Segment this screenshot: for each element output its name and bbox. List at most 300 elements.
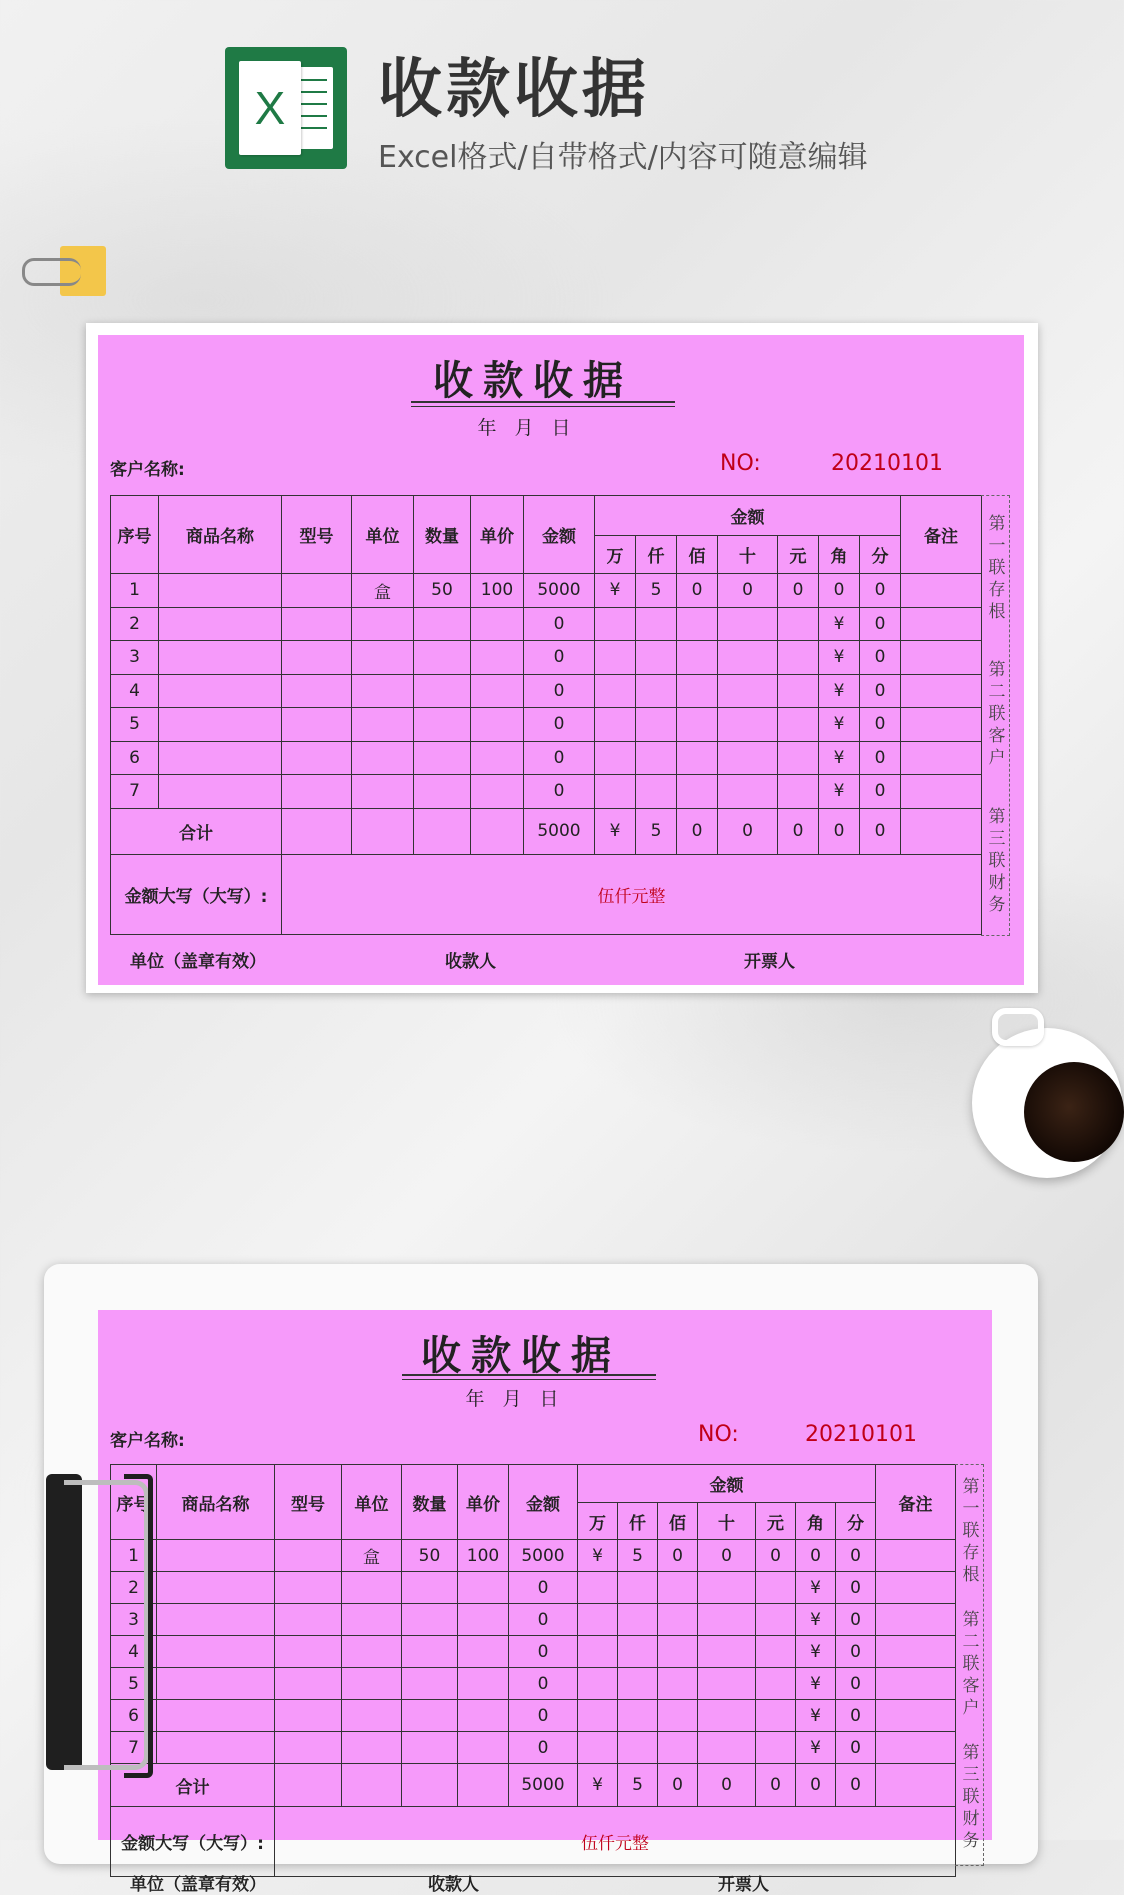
cell-digit [718, 708, 778, 742]
cell-digit: 0 [677, 574, 718, 608]
cell-model [282, 775, 352, 809]
cell-seq: 6 [111, 741, 159, 775]
cell-digit: 0 [836, 1700, 876, 1732]
cell-digit [718, 641, 778, 675]
copy-label: 第三联财务 [958, 1743, 979, 1854]
cell-qty [402, 1668, 458, 1700]
col-header-price: 单价 [471, 496, 524, 574]
digit-header: 十 [698, 1503, 756, 1540]
cell-seq: 5 [111, 1668, 157, 1700]
cell-unit [342, 1604, 402, 1636]
digit-header: 佰 [658, 1503, 698, 1540]
cell-unit [352, 708, 414, 742]
digit-header: 元 [756, 1503, 796, 1540]
cell-digit [698, 1732, 756, 1764]
cell-digit: 0 [796, 1540, 836, 1572]
cell-price [458, 1572, 509, 1604]
cell-digit [677, 674, 718, 708]
table-row [111, 741, 982, 775]
cell-amount: 5000 [509, 1540, 578, 1572]
table-cell [458, 1764, 509, 1807]
cell-unit [342, 1668, 402, 1700]
cell-digit [578, 1572, 618, 1604]
table-cell [414, 808, 471, 854]
total-digit: 0 [658, 1764, 698, 1807]
footer-unit-label: 单位（盖章有效） [130, 1875, 266, 1895]
cell-name [157, 1668, 275, 1700]
cell-digit [658, 1732, 698, 1764]
cell-digit: ¥ [819, 775, 860, 809]
cell-digit [658, 1636, 698, 1668]
cell-note [876, 1700, 956, 1732]
cell-digit [636, 607, 677, 641]
copies-sidebar [981, 495, 1010, 936]
cell-digit [578, 1668, 618, 1700]
table-row [111, 1668, 956, 1700]
cell-digit: 0 [819, 574, 860, 608]
cell-digit [756, 1700, 796, 1732]
cell-digit [677, 775, 718, 809]
col-header-name: 商品名称 [159, 496, 282, 574]
cell-qty [414, 674, 471, 708]
cell-name [159, 708, 282, 742]
customer-name-label: 客户名称: [110, 460, 185, 480]
header-row-1 [111, 1465, 956, 1503]
cell-amount: 0 [509, 1636, 578, 1668]
total-digit: 0 [677, 808, 718, 854]
cell-seq: 4 [111, 1636, 157, 1668]
col-header-seq: 序号 [111, 1465, 157, 1540]
digit-header: 元 [778, 536, 819, 574]
cell-note [901, 741, 982, 775]
cell-digit [578, 1636, 618, 1668]
footer-payee-label: 收款人 [428, 1875, 479, 1895]
cell-qty [402, 1636, 458, 1668]
cell-digit [636, 708, 677, 742]
copies-sidebar [955, 1464, 984, 1866]
cell-digit: 0 [860, 741, 901, 775]
cell-digit: 0 [860, 708, 901, 742]
cell-seq: 2 [111, 1572, 157, 1604]
cell-digit [658, 1700, 698, 1732]
cell-seq: 7 [111, 1732, 157, 1764]
col-header-price: 单价 [458, 1465, 509, 1540]
total-amount: 5000 [524, 808, 595, 854]
cell-digit [778, 674, 819, 708]
cell-digit: 0 [836, 1540, 876, 1572]
cell-amount: 0 [509, 1572, 578, 1604]
excel-logo-icon [225, 47, 347, 169]
cell-digit [578, 1732, 618, 1764]
cell-unit: 盒 [342, 1540, 402, 1572]
cell-digit: 0 [836, 1604, 876, 1636]
cell-digit: 0 [860, 607, 901, 641]
cell-digit [778, 641, 819, 675]
footer-issuer-label: 开票人 [744, 952, 795, 972]
cell-digit: 0 [836, 1636, 876, 1668]
cell-digit: ¥ [796, 1668, 836, 1700]
cell-note [901, 674, 982, 708]
cell-model [275, 1732, 342, 1764]
digit-header: 佰 [677, 536, 718, 574]
col-header-amount-group: 金额 [578, 1465, 876, 1503]
col-header-name: 商品名称 [157, 1465, 275, 1540]
cell-digit [778, 708, 819, 742]
cell-model [275, 1604, 342, 1636]
cell-digit [698, 1700, 756, 1732]
cell-seq: 7 [111, 775, 159, 809]
cell-amount: 0 [524, 775, 595, 809]
cell-digit: 5 [636, 574, 677, 608]
receipt-no-value: 20210101 [831, 451, 943, 476]
table-cell [471, 808, 524, 854]
cell-name [159, 574, 282, 608]
receipt-table [110, 1464, 956, 1877]
table-row [111, 1732, 956, 1764]
total-digit: 0 [756, 1764, 796, 1807]
col-header-seq: 序号 [111, 496, 159, 574]
cell-digit: ¥ [796, 1732, 836, 1764]
cell-note [901, 641, 982, 675]
cell-digit [595, 674, 636, 708]
cell-digit [636, 775, 677, 809]
total-label: 合计 [111, 1764, 275, 1807]
cell-digit [718, 674, 778, 708]
cell-digit: ¥ [819, 674, 860, 708]
cell-digit [778, 607, 819, 641]
cell-digit [618, 1604, 658, 1636]
total-digit: 0 [836, 1764, 876, 1807]
table-row [111, 1700, 956, 1732]
cell-digit: 0 [658, 1540, 698, 1572]
cell-model [282, 708, 352, 742]
cell-note [876, 1604, 956, 1636]
cell-digit [677, 741, 718, 775]
table-row [111, 1604, 956, 1636]
cell-digit [578, 1700, 618, 1732]
cell-unit [352, 741, 414, 775]
cell-name [159, 775, 282, 809]
cell-digit: ¥ [819, 641, 860, 675]
cell-unit [352, 607, 414, 641]
digit-header: 仟 [618, 1503, 658, 1540]
cell-digit [718, 775, 778, 809]
copy-label: 第一联存根 [958, 1476, 979, 1587]
clipboard-clamp-cap [124, 1474, 153, 1778]
cell-digit [658, 1604, 698, 1636]
cell-digit: ¥ [796, 1700, 836, 1732]
receipt-date: 年月日 [477, 417, 589, 439]
cell-unit [352, 641, 414, 675]
table-cell [275, 1764, 342, 1807]
cell-note [876, 1668, 956, 1700]
cell-digit [718, 741, 778, 775]
uppercase-label: 金额大写（大写）: [111, 854, 282, 934]
cell-digit: 0 [718, 574, 778, 608]
total-digit: 5 [636, 808, 677, 854]
cell-digit: 0 [698, 1540, 756, 1572]
cell-amount: 0 [524, 607, 595, 641]
cell-unit [342, 1636, 402, 1668]
col-header-qty: 数量 [402, 1465, 458, 1540]
cell-qty [414, 641, 471, 675]
cell-unit [352, 775, 414, 809]
cell-digit [698, 1636, 756, 1668]
cell-digit: 0 [836, 1572, 876, 1604]
table-row [111, 1636, 956, 1668]
total-row [111, 808, 982, 854]
table-row [111, 674, 982, 708]
cell-digit: ¥ [595, 574, 636, 608]
cell-model [275, 1540, 342, 1572]
cell-qty: 50 [402, 1540, 458, 1572]
cell-model [282, 641, 352, 675]
total-digit: 0 [860, 808, 901, 854]
cell-digit [756, 1604, 796, 1636]
cell-seq: 5 [111, 708, 159, 742]
cell-seq: 3 [111, 1604, 157, 1636]
cell-model [275, 1700, 342, 1732]
uppercase-label: 金额大写（大写）: [111, 1807, 275, 1877]
title-underline [402, 1374, 656, 1380]
cell-unit [352, 674, 414, 708]
digit-header: 十 [718, 536, 778, 574]
cell-digit [595, 741, 636, 775]
uppercase-value: 伍仟元整 [282, 854, 982, 934]
total-digit: 0 [778, 808, 819, 854]
table-row [111, 574, 982, 608]
cell-qty [402, 1700, 458, 1732]
cell-digit [756, 1732, 796, 1764]
cell-digit [595, 607, 636, 641]
cell-qty: 50 [414, 574, 471, 608]
col-header-amount: 金额 [509, 1465, 578, 1540]
cell-model [282, 674, 352, 708]
cell-note [901, 775, 982, 809]
cell-note [876, 1540, 956, 1572]
cell-seq: 6 [111, 1700, 157, 1732]
cell-digit [677, 641, 718, 675]
copy-label: 第二联客户 [984, 660, 1005, 771]
cell-digit: ¥ [796, 1572, 836, 1604]
cell-qty [414, 741, 471, 775]
cell-digit: 0 [860, 674, 901, 708]
cell-digit: ¥ [819, 708, 860, 742]
cell-name [157, 1540, 275, 1572]
cell-amount: 0 [509, 1668, 578, 1700]
cell-digit: ¥ [796, 1604, 836, 1636]
cell-digit: 0 [860, 574, 901, 608]
cell-price [458, 1604, 509, 1636]
cell-seq: 1 [111, 1540, 157, 1572]
table-cell [876, 1764, 956, 1807]
receipt-2 [98, 1310, 992, 1895]
cell-digit [677, 708, 718, 742]
table-row [111, 607, 982, 641]
footer-issuer-label: 开票人 [718, 1875, 769, 1895]
cell-digit [756, 1572, 796, 1604]
cell-name [159, 641, 282, 675]
cell-digit [636, 641, 677, 675]
cell-name [157, 1636, 275, 1668]
cell-digit [756, 1668, 796, 1700]
cell-model [275, 1572, 342, 1604]
cell-amount: 0 [524, 708, 595, 742]
table-row [111, 708, 982, 742]
cell-digit [618, 1700, 658, 1732]
cell-digit [618, 1668, 658, 1700]
table-cell [342, 1764, 402, 1807]
digit-header: 角 [796, 1503, 836, 1540]
cell-amount: 0 [509, 1604, 578, 1636]
cell-seq: 3 [111, 641, 159, 675]
cell-unit [342, 1700, 402, 1732]
col-header-unit: 单位 [352, 496, 414, 574]
cell-digit [595, 775, 636, 809]
total-digit: 0 [819, 808, 860, 854]
cell-digit [658, 1572, 698, 1604]
total-amount: 5000 [509, 1764, 578, 1807]
cell-model [282, 607, 352, 641]
cell-digit: ¥ [819, 607, 860, 641]
receipt-no-label: NO: [720, 451, 761, 476]
cell-digit [658, 1668, 698, 1700]
cell-digit [595, 641, 636, 675]
cell-seq: 2 [111, 607, 159, 641]
cell-digit: 0 [836, 1668, 876, 1700]
cell-amount: 0 [524, 674, 595, 708]
table-row [111, 641, 982, 675]
cell-note [901, 607, 982, 641]
table-row [111, 1572, 956, 1604]
cell-model [282, 741, 352, 775]
cell-price [458, 1668, 509, 1700]
cell-name [159, 741, 282, 775]
total-label: 合计 [111, 808, 282, 854]
cell-digit: 0 [860, 641, 901, 675]
col-header-amount: 金额 [524, 496, 595, 574]
uppercase-row [111, 854, 982, 934]
cell-qty [414, 708, 471, 742]
table-cell [402, 1764, 458, 1807]
total-digit: 0 [718, 808, 778, 854]
col-header-unit: 单位 [342, 1465, 402, 1540]
copy-label: 第三联财务 [984, 806, 1005, 917]
col-header-amount-group: 金额 [595, 496, 901, 536]
cell-model [275, 1668, 342, 1700]
digit-header: 角 [819, 536, 860, 574]
cell-name [159, 607, 282, 641]
cell-digit [718, 607, 778, 641]
cell-digit [778, 741, 819, 775]
cell-digit [698, 1604, 756, 1636]
cell-price [471, 607, 524, 641]
cell-digit: 0 [756, 1540, 796, 1572]
cell-unit: 盒 [352, 574, 414, 608]
total-digit: ¥ [578, 1764, 618, 1807]
cell-unit [342, 1732, 402, 1764]
cell-seq: 4 [111, 674, 159, 708]
digit-header: 分 [860, 536, 901, 574]
cell-name [159, 674, 282, 708]
total-row [111, 1764, 956, 1807]
cell-note [876, 1636, 956, 1668]
table-cell [901, 808, 982, 854]
cell-qty [414, 775, 471, 809]
cell-price [458, 1636, 509, 1668]
cell-amount: 5000 [524, 574, 595, 608]
cell-digit: ¥ [796, 1636, 836, 1668]
cell-name [157, 1700, 275, 1732]
total-digit: ¥ [595, 808, 636, 854]
cell-unit [342, 1572, 402, 1604]
customer-name-label: 客户名称: [110, 1431, 185, 1451]
cell-digit: 0 [836, 1732, 876, 1764]
binder-clip-icon [22, 244, 86, 296]
cell-digit [698, 1668, 756, 1700]
receipt-no-label: NO: [698, 1422, 739, 1447]
copy-label: 第二联客户 [958, 1609, 979, 1720]
cell-model [282, 574, 352, 608]
cell-price [458, 1700, 509, 1732]
cell-digit [778, 775, 819, 809]
cell-digit [756, 1636, 796, 1668]
cell-note [901, 708, 982, 742]
cell-note [901, 574, 982, 608]
cell-digit [578, 1604, 618, 1636]
table-cell [282, 808, 352, 854]
cell-digit: ¥ [578, 1540, 618, 1572]
cell-price: 100 [458, 1540, 509, 1572]
uppercase-value: 伍仟元整 [275, 1807, 956, 1877]
header-row-1 [111, 496, 982, 536]
cell-name [157, 1604, 275, 1636]
receipt-title: 收款收据 [421, 1333, 621, 1379]
cell-qty [402, 1604, 458, 1636]
table-row [111, 1540, 956, 1572]
cell-note [876, 1572, 956, 1604]
col-header-note: 备注 [876, 1465, 956, 1540]
cell-digit: 0 [860, 775, 901, 809]
digit-header: 万 [595, 536, 636, 574]
cell-digit [595, 708, 636, 742]
cell-price [458, 1732, 509, 1764]
cell-price [471, 674, 524, 708]
cell-digit [618, 1732, 658, 1764]
cell-qty [402, 1732, 458, 1764]
cell-note [876, 1732, 956, 1764]
receipt-title: 收款收据 [433, 358, 633, 404]
receipt-no-value: 20210101 [805, 1422, 917, 1447]
cell-digit [636, 674, 677, 708]
cell-digit [618, 1572, 658, 1604]
excel-logo-letter: X [239, 61, 301, 155]
copy-label: 第一联存根 [984, 514, 1005, 625]
cell-digit [618, 1636, 658, 1668]
col-header-note: 备注 [901, 496, 982, 574]
cell-name [157, 1732, 275, 1764]
receipt-date: 年月日 [465, 1388, 577, 1410]
cell-amount: 0 [509, 1700, 578, 1732]
page-title: 收款收据 [378, 53, 650, 127]
col-header-model: 型号 [282, 496, 352, 574]
title-underline [411, 401, 675, 407]
footer-unit-label: 单位（盖章有效） [130, 952, 266, 972]
cell-price [471, 775, 524, 809]
footer-payee-label: 收款人 [445, 952, 496, 972]
cell-price [471, 708, 524, 742]
cell-digit [677, 607, 718, 641]
